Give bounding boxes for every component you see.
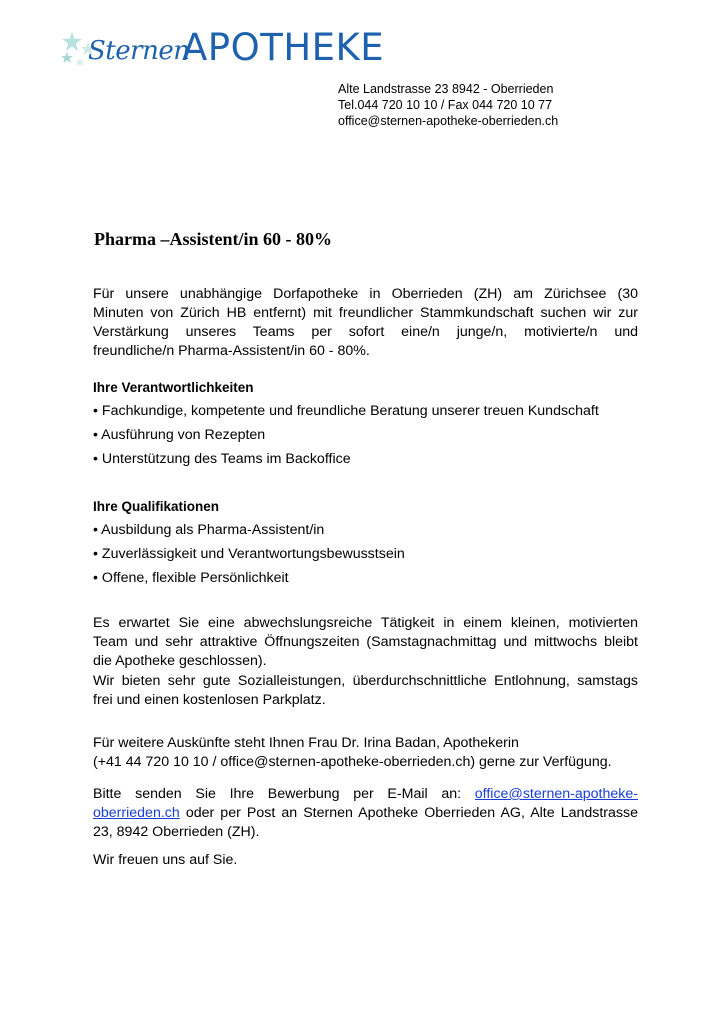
bullet-icon: •	[93, 522, 98, 538]
application-line: 23, 8942 Oberrieden (ZH).	[93, 824, 260, 840]
benefits-paragraph	[93, 672, 638, 710]
bullet-icon: •	[93, 451, 98, 467]
contact-line: Für weitere Auskünfte steht Ihnen Frau Dr. Irina Badan, Apothekerin	[93, 735, 519, 751]
list-item: • Unterstützung des Teams im Backoffice	[93, 451, 351, 467]
intro-line: Verstärkung unseres Teams per sofort eine/n junge/n, motivierte/n und	[93, 324, 638, 340]
logo-wordmark: APOTHEKE	[182, 26, 385, 69]
application-paragraph	[93, 785, 638, 842]
benefits-line: frei und einen kostenlosen Parkplatz.	[93, 692, 326, 708]
intro-paragraph	[93, 285, 638, 361]
address-phone: Tel.044 720 10 10 / Fax 044 720 10 77	[338, 98, 553, 112]
benefits-line: Wir bieten sehr gute Sozialleistungen, überdurchschnittliche Entlohnung, samstags	[93, 673, 638, 689]
application-line: oberrieden.ch oder per Post an Sternen Apotheke Oberrieden AG, Alte Landstrasse	[93, 805, 638, 821]
email-link[interactable]: office@sternen-apotheke-	[474, 786, 638, 802]
intro-line: Für unsere unabhängige Dorfapotheke in Oberrieden (ZH) am Zürichsee (30	[93, 286, 638, 302]
offer-paragraph	[93, 614, 638, 671]
responsibilities-section	[93, 378, 638, 471]
intro-line: Minuten von Zürich HB entfernt) mit freundlicher Stammkundschaft suchen wir zur	[93, 305, 638, 321]
bullet-icon: •	[93, 403, 98, 419]
closing-line: Wir freuen uns auf Sie.	[93, 852, 238, 868]
contact-paragraph	[93, 734, 638, 772]
address-block	[338, 81, 558, 129]
address-street: Alte Landstrasse 23 8942 - Oberrieden	[338, 82, 554, 96]
offer-line: Team und sehr attraktive Öffnungszeiten (Samstagnachmittag und mittwochs bleibt	[93, 634, 638, 650]
intro-line: freundliche/n Pharma-Assistent/in 60 - 80%.	[93, 343, 370, 359]
address-email: office@sternen-apotheke-oberrieden.ch	[338, 114, 559, 128]
list-item: • Fachkundige, kompetente und freundliche Beratung unserer treuen Kundschaft	[93, 403, 599, 419]
application-line: Bitte senden Sie Ihre Bewerbung per E-Mail an: office@sternen-apotheke-	[93, 786, 638, 802]
list-item: • Ausbildung als Pharma-Assistent/in	[93, 522, 325, 538]
sternen-apotheke-logo	[58, 22, 398, 74]
bullet-icon: •	[93, 570, 98, 586]
offer-line: Es erwartet Sie eine abwechslungsreiche Tätigkeit in einem kleinen, motivierten	[93, 615, 638, 631]
email-link-continued[interactable]: oberrieden.ch	[93, 805, 180, 821]
closing-paragraph	[93, 851, 638, 870]
list-item: • Ausführung von Rezepten	[93, 427, 266, 443]
list-item: • Zuverlässigkeit und Verantwortungsbewusstsein	[93, 546, 405, 562]
contact-line: (+41 44 720 10 10 / office@sternen-apotheke-oberrieden.ch) gerne zur Verfügung.	[93, 754, 612, 770]
qualifications-section	[93, 497, 638, 590]
offer-line: die Apotheke geschlossen).	[93, 653, 267, 669]
qualifications-heading: Ihre Qualifikationen	[93, 499, 220, 514]
responsibilities-heading: Ihre Verantwortlichkeiten	[93, 380, 254, 395]
bullet-icon: •	[93, 427, 98, 443]
logo-script-text: Sternen	[88, 36, 190, 66]
list-item: • Offene, flexible Persönlichkeit	[93, 570, 289, 586]
job-title: Pharma –Assistent/in 60 - 80%	[94, 229, 332, 249]
bullet-icon: •	[93, 546, 98, 562]
